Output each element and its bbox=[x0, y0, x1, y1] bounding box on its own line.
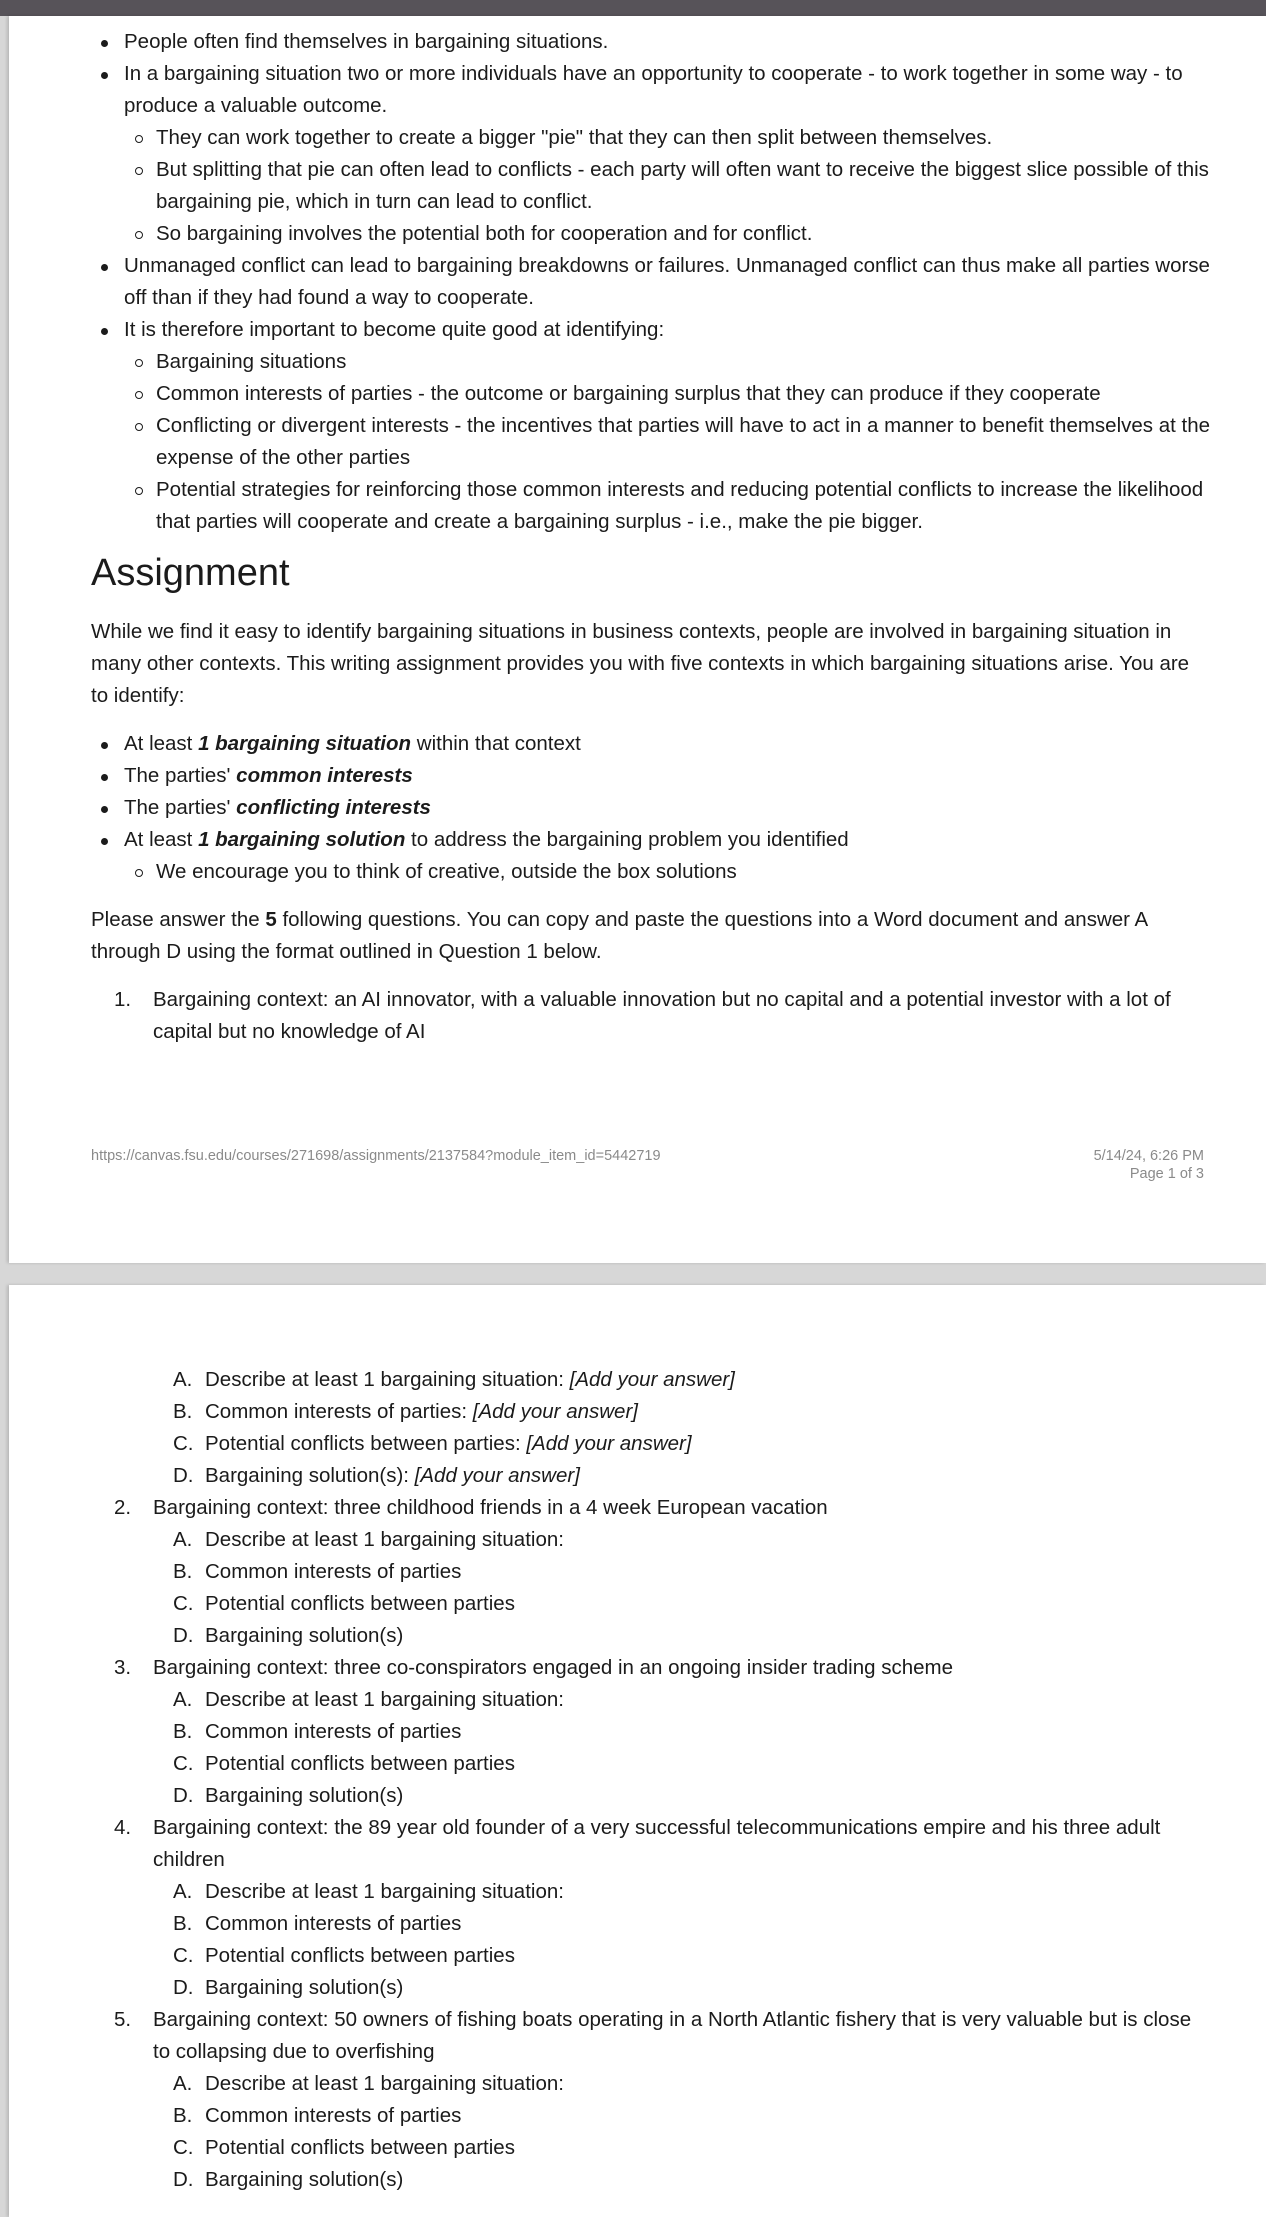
item-text: within that context bbox=[411, 732, 581, 755]
sub-bullet-text: Potential strategies for reinforcing those common interests and reducing potential conflicts to increase the likelihood that parties will cooperate and create a bargaining surplus - i.e., make the pie bigger. bbox=[156, 478, 1204, 533]
part-letter: C. bbox=[173, 1944, 194, 1967]
question-5 bbox=[91, 2004, 1211, 2068]
question-part bbox=[91, 1428, 1211, 1460]
footer-page-number: Page 1 of 3 bbox=[1129, 1166, 1204, 1182]
part-letter: C. bbox=[173, 1432, 194, 1455]
question-4 bbox=[91, 1812, 1211, 1876]
part-text: Bargaining solution(s) bbox=[205, 1624, 404, 1647]
part-letter: D. bbox=[173, 1784, 194, 1807]
question-part bbox=[91, 1620, 1211, 1652]
part-letter: B. bbox=[173, 1560, 193, 1583]
sub-bullet-text: So bargaining involves the potential both for cooperation and for conflict. bbox=[156, 222, 813, 245]
question-number: 4. bbox=[114, 1816, 132, 1839]
question-part bbox=[91, 1780, 1211, 1812]
list-item bbox=[91, 410, 1211, 474]
part-letter: C. bbox=[173, 2136, 194, 2159]
part-letter: C. bbox=[173, 1592, 194, 1615]
question-2 bbox=[91, 1492, 1211, 1524]
page-1-content bbox=[9, 16, 1211, 1048]
question-text: Bargaining context: 50 owners of fishing boats operating in a North Atlantic fishery that is very valuable but is close to collapsing due to overfishing bbox=[153, 2008, 1192, 2063]
item-text: to address the bargaining problem you identified bbox=[405, 828, 849, 851]
list-item bbox=[91, 856, 1211, 888]
question-part bbox=[91, 1940, 1211, 1972]
item-text: The parties' bbox=[124, 796, 237, 819]
part-letter: B. bbox=[173, 1912, 193, 1935]
answer-placeholder: [Add your answer] bbox=[414, 1464, 580, 1487]
sub-bullet-text: Common interests of parties - the outcome or bargaining surplus that they can produce if they cooperate bbox=[156, 382, 1101, 405]
sub-bullet-text: They can work together to create a bigger "pie" that they can then split between themselves. bbox=[156, 126, 993, 149]
part-letter: A. bbox=[173, 2072, 193, 2095]
footer-date-page bbox=[1094, 1147, 1204, 1183]
answer-placeholder: [Add your answer] bbox=[472, 1400, 638, 1423]
emphasis-text: 1 bargaining solution bbox=[198, 828, 406, 851]
question-part bbox=[91, 2164, 1211, 2196]
question-number: 2. bbox=[114, 1496, 132, 1519]
part-letter: A. bbox=[173, 1368, 193, 1391]
bullet-icon bbox=[101, 838, 108, 845]
part-text: Common interests of parties: bbox=[205, 1400, 473, 1423]
question-text: Bargaining context: the 89 year old founder of a very successful telecommunications empire and his three adult children bbox=[153, 1816, 1161, 1871]
question-text: Bargaining context: three co-conspirators engaged in an ongoing insider trading scheme bbox=[153, 1656, 954, 1679]
emphasis-text: conflicting interests bbox=[236, 796, 431, 819]
part-text: Describe at least 1 bargaining situation: bbox=[205, 1368, 570, 1391]
question-number: 3. bbox=[114, 1656, 132, 1679]
part-letter: D. bbox=[173, 1464, 194, 1487]
footer-url: https://canvas.fsu.edu/courses/271698/assignments/2137584?module_item_id=5442719 bbox=[91, 1148, 661, 1164]
answer-placeholder: [Add your answer] bbox=[526, 1432, 692, 1455]
part-letter: B. bbox=[173, 1400, 193, 1423]
circle-bullet-icon bbox=[135, 135, 143, 143]
circle-bullet-icon bbox=[135, 167, 143, 175]
question-part bbox=[91, 1876, 1211, 1908]
question-count: 5 bbox=[265, 908, 277, 931]
bullet-icon bbox=[101, 742, 108, 749]
part-text: Potential conflicts between parties bbox=[205, 1944, 515, 1967]
part-text: Common interests of parties bbox=[205, 1720, 462, 1743]
question-part bbox=[91, 1748, 1211, 1780]
question-3 bbox=[91, 1652, 1211, 1684]
part-letter: A. bbox=[173, 1880, 193, 1903]
part-text: Common interests of parties bbox=[205, 1912, 462, 1935]
question-part bbox=[91, 1556, 1211, 1588]
part-letter: A. bbox=[173, 1528, 193, 1551]
part-letter: D. bbox=[173, 1976, 194, 1999]
list-item bbox=[91, 218, 1211, 250]
question-part bbox=[91, 2132, 1211, 2164]
part-text: Potential conflicts between parties bbox=[205, 1592, 515, 1615]
circle-bullet-icon bbox=[135, 423, 143, 431]
instructions-paragraph bbox=[91, 904, 1211, 968]
part-letter: B. bbox=[173, 2104, 193, 2127]
list-item bbox=[91, 474, 1211, 538]
part-text: Bargaining solution(s) bbox=[205, 1784, 404, 1807]
sub-bullet-text: But splitting that pie can often lead to conflicts - each party will often want to receive the biggest slice possible of this bargaining pie, which in turn can lead to conflict. bbox=[156, 158, 1209, 213]
question-part bbox=[91, 1972, 1211, 2004]
list-item bbox=[91, 760, 1211, 792]
question-part bbox=[91, 1716, 1211, 1748]
bullet-icon bbox=[101, 264, 108, 271]
instructions-text: following questions. You can copy and paste the questions into a Word document and answer A through D using the format outlined in Question 1 below. bbox=[91, 908, 1148, 963]
question-part bbox=[91, 1684, 1211, 1716]
part-letter: D. bbox=[173, 1624, 194, 1647]
question-part bbox=[91, 1460, 1211, 1492]
sub-bullet-text: Conflicting or divergent interests - the incentives that parties will have to act in a manner to benefit themselves at the expense of the other parties bbox=[156, 414, 1211, 469]
footer-date: 5/14/24, 6:26 PM bbox=[1093, 1148, 1204, 1164]
questions-list-page-1 bbox=[91, 984, 1211, 1048]
part-text: Potential conflicts between parties bbox=[205, 2136, 515, 2159]
pdf-page-2 bbox=[9, 1285, 1266, 2217]
bullet-icon bbox=[101, 774, 108, 781]
part-letter: B. bbox=[173, 1720, 193, 1743]
part-text: Potential conflicts between parties: bbox=[205, 1432, 527, 1455]
questions-list-page-2 bbox=[91, 1492, 1211, 2196]
identify-list bbox=[91, 728, 1211, 888]
part-letter: D. bbox=[173, 2168, 194, 2191]
bullet-text: People often find themselves in bargaining situations. bbox=[124, 30, 609, 53]
question-part bbox=[91, 2100, 1211, 2132]
viewer-top-bar bbox=[0, 0, 1266, 16]
circle-bullet-icon bbox=[135, 487, 143, 495]
instructions-text: Please answer the bbox=[91, 908, 266, 931]
assignment-heading: Assignment bbox=[91, 552, 290, 594]
bullet-text: It is therefore important to become quite good at identifying: bbox=[124, 318, 665, 341]
part-text: Describe at least 1 bargaining situation: bbox=[205, 1528, 564, 1551]
question-text: Bargaining context: three childhood friends in a 4 week European vacation bbox=[153, 1496, 828, 1519]
question-part bbox=[91, 1364, 1211, 1396]
sub-bullet-text: Bargaining situations bbox=[156, 350, 347, 373]
bullet-text: Unmanaged conflict can lead to bargaining breakdowns or failures. Unmanaged conflict can thus make all parties worse off than if they had found a way to cooperate. bbox=[124, 254, 1210, 309]
part-text: Bargaining solution(s) bbox=[205, 1976, 404, 1999]
circle-bullet-icon bbox=[135, 869, 143, 877]
question-part bbox=[91, 1908, 1211, 1940]
part-letter: A. bbox=[173, 1688, 193, 1711]
emphasis-text: common interests bbox=[236, 764, 413, 787]
circle-bullet-icon bbox=[135, 359, 143, 367]
intro-bullet-list bbox=[91, 26, 1211, 538]
part-text: Common interests of parties bbox=[205, 2104, 462, 2127]
emphasis-text: 1 bargaining situation bbox=[198, 732, 412, 755]
bullet-text: In a bargaining situation two or more individuals have an opportunity to cooperate - to work together in some way - to produce a valuable outcome. bbox=[124, 62, 1183, 117]
item-text: At least bbox=[124, 828, 199, 851]
question-part bbox=[91, 1588, 1211, 1620]
list-item bbox=[91, 250, 1211, 314]
list-item bbox=[91, 154, 1211, 218]
question-part bbox=[91, 1524, 1211, 1556]
item-text: At least bbox=[124, 732, 199, 755]
circle-bullet-icon bbox=[135, 391, 143, 399]
answer-placeholder: [Add your answer] bbox=[569, 1368, 735, 1391]
bullet-icon bbox=[101, 328, 108, 335]
list-item bbox=[91, 792, 1211, 824]
bullet-icon bbox=[101, 40, 108, 47]
question-text: Bargaining context: an AI innovator, with a valuable innovation but no capital and a potential investor with a lot of capital but no knowledge of AI bbox=[153, 988, 1171, 1043]
list-item bbox=[91, 314, 1211, 346]
part-text: Bargaining solution(s) bbox=[205, 2168, 404, 2191]
question-number: 5. bbox=[114, 2008, 132, 2031]
part-text: Common interests of parties bbox=[205, 1560, 462, 1583]
sub-bullet-text: We encourage you to think of creative, outside the box solutions bbox=[156, 860, 737, 883]
part-letter: C. bbox=[173, 1752, 194, 1775]
assignment-intro-paragraph: While we find it easy to identify bargaining situations in business contexts, people are involved in bargaining situation in many other contexts. This writing assignment provides you with five contexts in which bargaining situations arise. You are to identify: bbox=[91, 620, 1190, 707]
circle-bullet-icon bbox=[135, 231, 143, 239]
list-item bbox=[91, 26, 1211, 58]
question-part bbox=[91, 2068, 1211, 2100]
question-part bbox=[91, 1396, 1211, 1428]
part-text: Describe at least 1 bargaining situation: bbox=[205, 1688, 564, 1711]
list-item bbox=[91, 378, 1211, 410]
bullet-icon bbox=[101, 806, 108, 813]
list-item bbox=[91, 728, 1211, 760]
part-text: Potential conflicts between parties bbox=[205, 1752, 515, 1775]
pdf-page-1 bbox=[9, 16, 1266, 1263]
item-text: The parties' bbox=[124, 764, 237, 787]
question-number: 1. bbox=[114, 988, 132, 1011]
part-text: Describe at least 1 bargaining situation: bbox=[205, 1880, 564, 1903]
page-2-content bbox=[9, 1285, 1211, 2196]
question-1-parts bbox=[91, 1364, 1211, 1492]
bullet-icon bbox=[101, 72, 108, 79]
list-item bbox=[91, 824, 1211, 856]
part-text: Describe at least 1 bargaining situation: bbox=[205, 2072, 564, 2095]
list-item bbox=[91, 122, 1211, 154]
list-item bbox=[91, 346, 1211, 378]
part-text: Bargaining solution(s): bbox=[205, 1464, 415, 1487]
question-1 bbox=[91, 984, 1211, 1048]
list-item bbox=[91, 58, 1211, 122]
